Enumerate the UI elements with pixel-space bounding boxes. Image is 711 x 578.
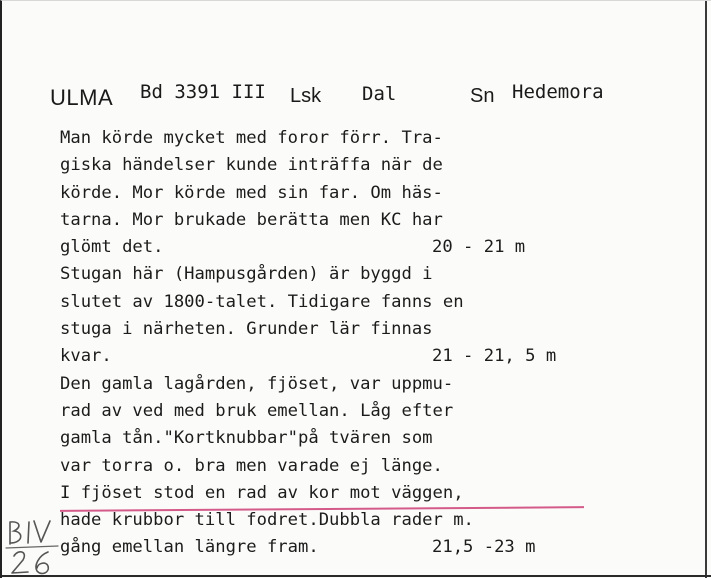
text-line: [60, 152, 660, 179]
line-text: kvar.: [60, 346, 112, 367]
line-text: I fjöset stod en rad av kor mot väggen,: [60, 482, 464, 503]
line-text: gamla tån."Kortknubbar"på tvären som: [60, 428, 433, 449]
text-line: [60, 398, 660, 425]
text-line: [60, 261, 660, 288]
socken-value: Hedemora: [512, 81, 604, 103]
line-measure: 20 - 21 m: [432, 237, 526, 258]
line-text: hade krubbor till fodret.Dubbla rader m.: [60, 510, 474, 531]
line-measure: 21,5 -23 m: [432, 537, 536, 558]
line-text: giska händelser kunde inträffa när de: [60, 155, 443, 176]
line-text: Stugan här (Hampusgården) är byggd i: [60, 264, 433, 285]
text-line: [60, 289, 660, 316]
archive-reference: Bd 3391 III: [140, 81, 266, 103]
text-line: [60, 507, 660, 534]
text-line: [60, 207, 660, 234]
text-line: [60, 453, 660, 480]
card-body-text: [60, 125, 660, 562]
text-line: [60, 316, 660, 343]
pencil-handwriting-icon: [4, 518, 60, 578]
pencil-note-line1: [4, 518, 6, 519]
text-line: [60, 425, 660, 452]
line-text: rad av ved med bruk emellan. Låg efter: [60, 400, 454, 421]
text-line: [60, 371, 660, 398]
line-text: glömt det.: [60, 237, 164, 258]
archive-name: ULMA: [50, 85, 114, 110]
landskap-label: Lsk: [290, 85, 322, 107]
line-text: tarna. Mor brukade berätta men KC har: [60, 209, 443, 230]
line-text: körde. Mor körde med sin far. Om häs-: [60, 182, 443, 203]
card-right-edge: [705, 1, 707, 578]
text-line: [60, 480, 660, 507]
pencil-annotation: [4, 518, 60, 578]
text-line: [60, 125, 660, 152]
line-measure: 21 - 21, 5 m: [432, 346, 557, 367]
line-text: Den gamla lagården, fjöset, var uppmu-: [60, 373, 454, 394]
line-text: stuga i närheten. Grunder lär finnas: [60, 319, 433, 340]
line-text: gång emellan längre fram.: [60, 537, 319, 558]
line-text: slutet av 1800-talet. Tidigare fanns en: [60, 291, 464, 312]
text-line: [60, 180, 660, 207]
landskap-value: Dal: [362, 83, 397, 105]
socken-label: Sn: [470, 85, 495, 107]
line-text: var torra o. bra men varade ej länge.: [60, 455, 443, 476]
card-header: [50, 81, 690, 115]
text-line: [60, 534, 660, 561]
line-text: Man körde mycket med foror förr. Tra-: [60, 128, 443, 148]
text-line: [60, 343, 660, 370]
text-line: [60, 234, 660, 261]
card-bottom-edge: [2, 575, 711, 577]
